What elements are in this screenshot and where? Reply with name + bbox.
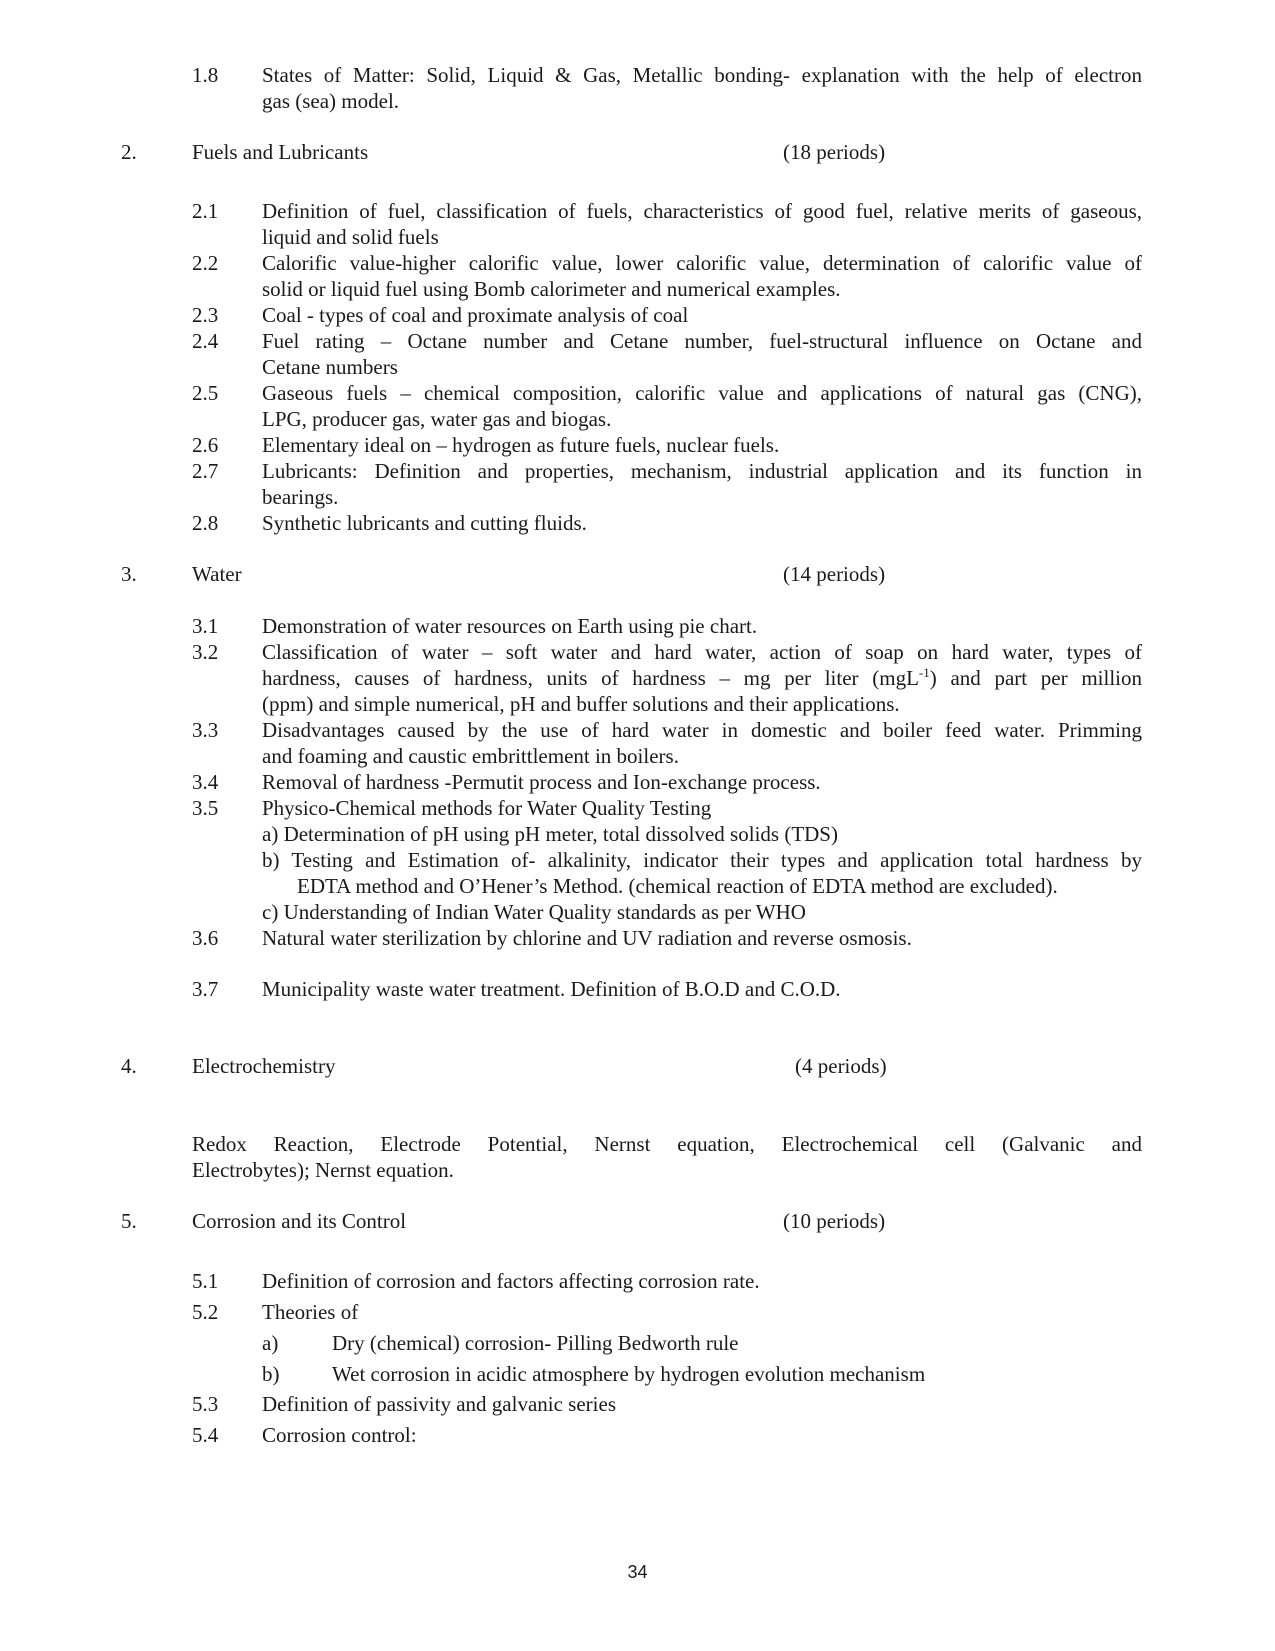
item-text: Coal - types of coal and proximate analysis of coal xyxy=(262,303,689,327)
section-title: Water xyxy=(192,562,242,586)
item-number: 2.1 xyxy=(192,199,219,223)
item-text: LPG, producer gas, water gas and biogas. xyxy=(262,407,612,431)
section-number: 5. xyxy=(121,1209,137,1233)
item-text: (ppm) and simple numerical, pH and buffer solutions and their applications. xyxy=(262,692,900,716)
item-text: Disadvantages caused by the use of hard water in domestic and boiler feed water. Primming xyxy=(262,718,1142,742)
sub-item-text: Dry (chemical) corrosion- Pilling Bedworth rule xyxy=(332,1331,739,1355)
item-text: solid or liquid fuel using Bomb calorimeter and numerical examples. xyxy=(262,277,841,301)
sub-item: c) Understanding of Indian Water Quality standards as per WHO xyxy=(262,900,806,924)
item-number: 5.3 xyxy=(192,1392,219,1416)
sub-item: EDTA method and O’Hener’s Method. (chemical reaction of EDTA method are excluded). xyxy=(297,874,1058,898)
item-number: 1.8 xyxy=(192,63,219,87)
item-text: Municipality waste water treatment. Definition of B.O.D and C.O.D. xyxy=(262,977,841,1001)
item-number: 2.8 xyxy=(192,511,219,535)
item-text: Definition of passivity and galvanic series xyxy=(262,1392,616,1416)
section-title: Electrochemistry xyxy=(192,1054,336,1078)
item-number: 2.6 xyxy=(192,433,219,457)
item-text: Calorific value-higher calorific value, lower calorific value, determination of calorific value of xyxy=(262,251,1142,275)
section-periods: (4 periods) xyxy=(795,1054,887,1078)
item-text: Classification of water – soft water and hard water, action of soap on hard water, types of xyxy=(262,640,1142,664)
item-text: liquid and solid fuels xyxy=(262,225,439,249)
item-text: Fuel rating – Octane number and Cetane number, fuel-structural influence on Octane and xyxy=(262,329,1142,353)
item-number: 5.1 xyxy=(192,1269,219,1293)
section-periods: (10 periods) xyxy=(783,1209,886,1233)
item-text: States of Matter: Solid, Liquid & Gas, Metallic bonding- explanation with the help of electron xyxy=(262,63,1142,87)
item-number: 3.4 xyxy=(192,770,219,794)
item-number: 3.2 xyxy=(192,640,219,664)
section-number: 2. xyxy=(121,140,137,164)
item-number: 3.1 xyxy=(192,614,219,638)
item-number: 2.7 xyxy=(192,459,219,483)
sub-item-label: a) xyxy=(262,1331,279,1355)
item-text: Lubricants: Definition and properties, mechanism, industrial application and its function in xyxy=(262,459,1142,483)
item-number: 5.2 xyxy=(192,1300,219,1324)
item-text: Gaseous fuels – chemical composition, calorific value and applications of natural gas (CNG), xyxy=(262,381,1142,405)
item-number: 2.3 xyxy=(192,303,219,327)
item-text-part: hardness, causes of hardness, units of hardness – mg per liter (mgL xyxy=(262,666,919,690)
item-text: Removal of hardness -Permutit process and Ion-exchange process. xyxy=(262,770,821,794)
item-text: Natural water sterilization by chlorine and UV radiation and reverse osmosis. xyxy=(262,926,912,950)
item-number: 5.4 xyxy=(192,1423,219,1447)
item-text-part: ) and part per million xyxy=(929,666,1142,690)
item-text: Cetane numbers xyxy=(262,355,398,379)
item-number: 2.4 xyxy=(192,329,219,353)
section-number: 3. xyxy=(121,562,137,586)
item-number: 3.7 xyxy=(192,977,219,1001)
paragraph-text: Electrobytes); Nernst equation. xyxy=(192,1158,454,1182)
section-periods: (18 periods) xyxy=(783,140,886,164)
paragraph-text: Redox Reaction, Electrode Potential, Nernst equation, Electrochemical cell (Galvanic and xyxy=(192,1132,1142,1156)
item-text: Corrosion control: xyxy=(262,1423,417,1447)
item-text: bearings. xyxy=(262,485,339,509)
page-number: 34 xyxy=(627,1562,648,1582)
section-title: Fuels and Lubricants xyxy=(192,140,369,164)
item-text: Theories of xyxy=(262,1300,359,1324)
item-text: Synthetic lubricants and cutting fluids. xyxy=(262,511,587,535)
sub-item: a) Determination of pH using pH meter, total dissolved solids (TDS) xyxy=(262,822,838,846)
section-number: 4. xyxy=(121,1054,137,1078)
sub-item-text: Wet corrosion in acidic atmosphere by hydrogen evolution mechanism xyxy=(332,1362,926,1386)
item-number: 2.5 xyxy=(192,381,219,405)
item-text: gas (sea) model. xyxy=(262,89,400,113)
superscript: -1 xyxy=(918,665,930,680)
item-text xyxy=(262,665,1142,691)
section-title: Corrosion and its Control xyxy=(192,1209,407,1233)
item-text: and foaming and caustic embrittlement in boilers. xyxy=(262,744,679,768)
sub-item: b) Testing and Estimation of- alkalinity, indicator their types and application total hardness by xyxy=(262,848,1142,872)
item-number: 3.5 xyxy=(192,796,219,820)
item-text: Demonstration of water resources on Earth using pie chart. xyxy=(262,614,758,638)
sub-item-label: b) xyxy=(262,1362,280,1386)
item-number: 3.3 xyxy=(192,718,219,742)
item-text: Definition of fuel, classification of fuels, characteristics of good fuel, relative merits of gaseous, xyxy=(262,199,1142,223)
item-text: Definition of corrosion and factors affecting corrosion rate. xyxy=(262,1269,760,1293)
section-periods: (14 periods) xyxy=(783,562,886,586)
item-text: Physico-Chemical methods for Water Quality Testing xyxy=(262,796,712,820)
item-number: 2.2 xyxy=(192,251,219,275)
item-number: 3.6 xyxy=(192,926,219,950)
item-text: Elementary ideal on – hydrogen as future fuels, nuclear fuels. xyxy=(262,433,780,457)
